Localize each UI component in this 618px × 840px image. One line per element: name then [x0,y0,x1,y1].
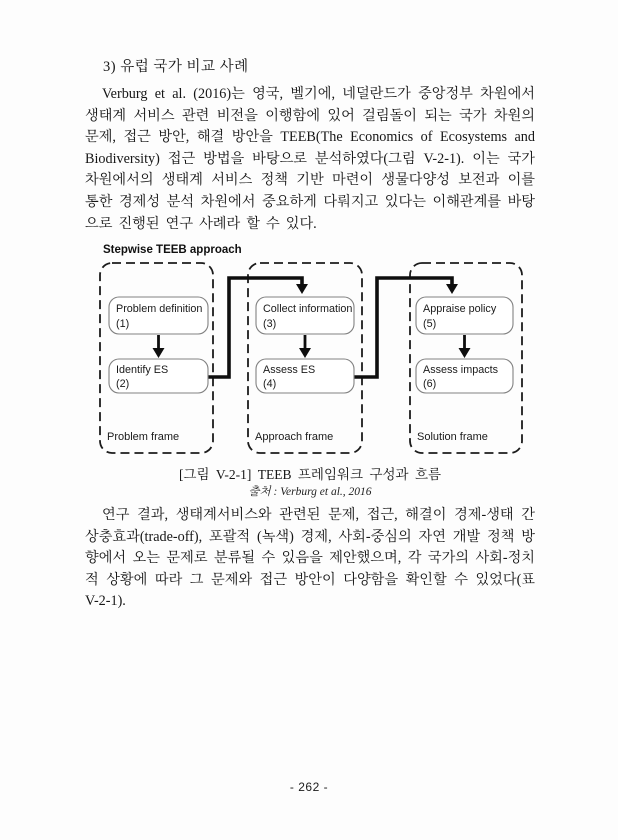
teeb-flow-diagram [95,238,545,460]
box-appraise-policy-number: (5) [423,318,437,330]
box-problem-definition-number: (1) [116,318,130,330]
problem-frame-label: Problem frame [107,431,180,443]
figure-title: Stepwise TEEB approach [103,244,242,256]
box-assess-es-number: (4) [263,378,277,390]
box-identify-es-label: Identify ES [116,364,169,376]
box-identify-es-number: (2) [116,378,130,390]
arrowhead-5-to-6 [459,348,471,358]
arrowhead-1-to-2 [153,348,165,358]
box-assess-impacts-number: (6) [423,378,437,390]
section-heading: 3) 유럽 국가 비교 사례 [103,59,249,75]
arrowhead-3-to-4 [299,348,311,358]
paragraph-results: 연구 결과, 생태계서비스와 관련된 문제, 접근, 해결이 경제-생태 간 상충효과(trade-off), 포괄적 (녹색) 경제, 사회-중심의 자연 개발 정책 방향에서 오는 문제로 분류될 수 있음을 제안했으며, 각 국가의 사회-정치적 상황에 따라 그 문제와 접근 방안이 다양함을 확인할 수 있었다(표 V-2-1). [85,507,535,610]
box-assess-impacts-label: Assess impacts [423,364,498,376]
figure-source: 출처 : Verburg et al., 2016 [248,486,372,498]
arrowhead-collect [296,284,308,294]
box-appraise-policy-label: Appraise policy [423,303,497,315]
box-collect-information-label: Collect information [263,303,353,315]
figure-caption: [그림 V-2-1] TEEB 프레임워크 구성과 흐름 [178,467,442,482]
paragraph-intro: Verburg et al. (2016)는 영국, 벨기에, 네덜란드가 중앙정부 차원에서 생태계 서비스 관련 비전을 이행함에 있어 걸림돌이 되는 국가 차원의 문제, 접근 방안, 해결 방안을 TEEB(The Economics of Ecosystems and Biodiversity) 접근 방법을 바탕으로 분석하였다(그림 V-2-1). 이는 국가 차원에서의 생태계 서비스 정책 기반 마련이 생물다양성 보전과 이를 통한 경제성 분석 차원에서 중요하게 다뤄지고 있다는 이해관계를 바탕으로 진행된 연구 사례라 할 수 있다. [85,86,535,232]
page-number: - 262 - [289,780,329,794]
box-assess-es-label: Assess ES [263,364,316,376]
box-problem-definition-label: Problem definition [116,303,203,315]
approach-frame-label: Approach frame [255,431,334,443]
solution-frame-outline [410,263,522,453]
box-collect-information-number: (3) [263,318,277,330]
teeb-diagram-figure [95,238,545,460]
solution-frame-label: Solution frame [417,431,488,443]
problem-frame-outline [100,263,213,453]
arrowhead-appraise [446,284,458,294]
